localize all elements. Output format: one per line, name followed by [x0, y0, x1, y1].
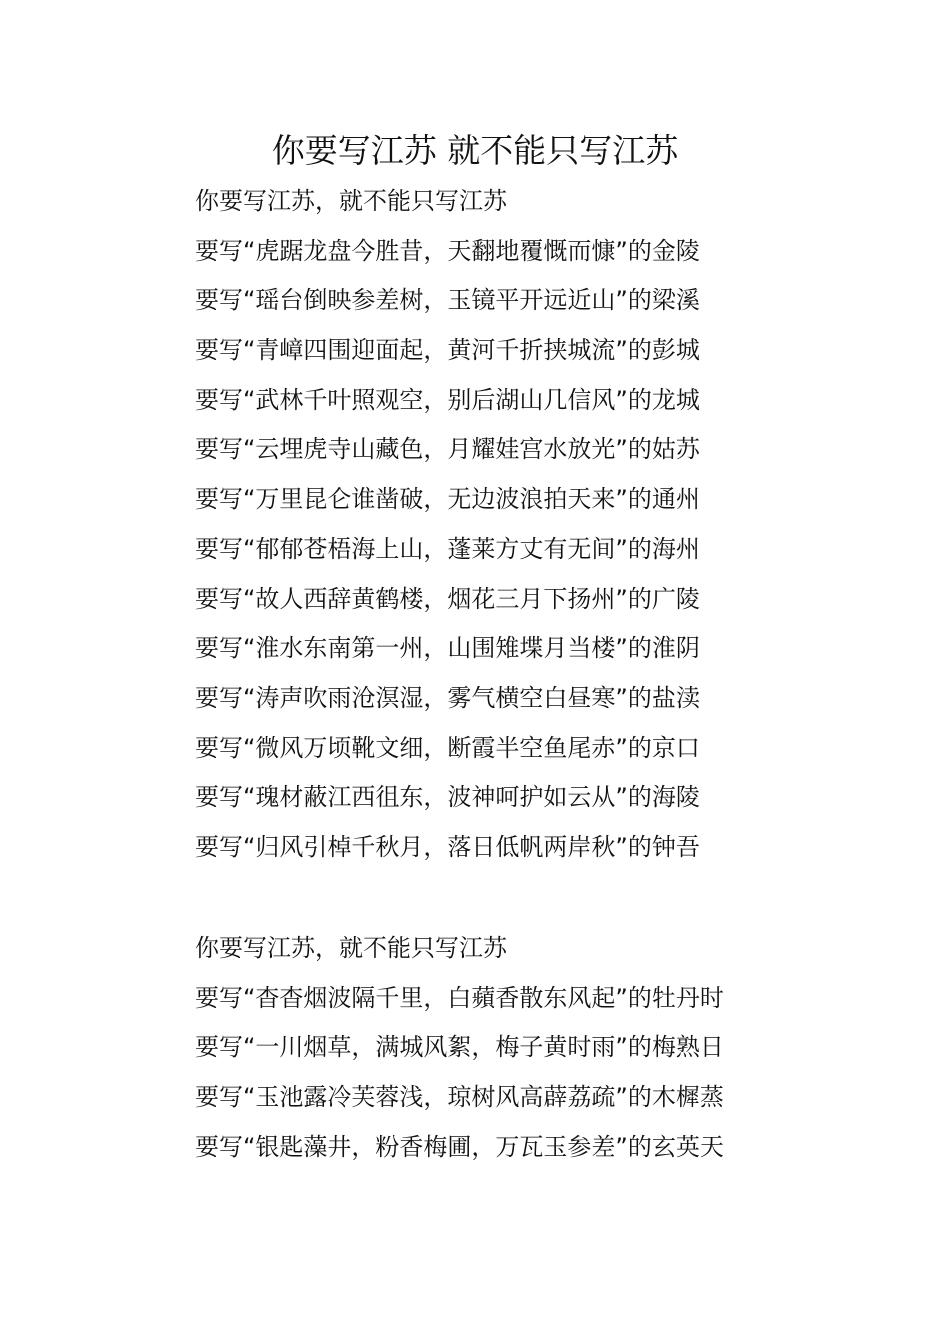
poem-line: 要写“银匙藻井，粉香梅圃，万瓦玉参差”的玄英天	[195, 1132, 724, 1161]
poem-line: 要写“武林千叶照观空，别后湖山几信风”的龙城	[195, 385, 700, 414]
poem-line: 要写“云埋虎寺山藏色，月耀娃宫水放光”的姑苏	[195, 435, 700, 464]
poem-line: 要写“杳杳烟波隔千里，白蘋香散东风起”的牡丹时	[195, 983, 724, 1012]
poem-line: 要写“瑶台倒映参差树，玉镜平开远近山”的梁溪	[195, 286, 700, 315]
section-heading: 你要写江苏，就不能只写江苏	[195, 934, 507, 962]
poem-line: 要写“郁郁苍梧海上山，蓬莱方丈有无间”的海州	[195, 534, 700, 563]
poem-line: 要写“玉池露冷芙蓉浅，琼树风高薜荔疏”的木樨蒸	[195, 1083, 724, 1112]
poem-line: 要写“万里昆仑谁凿破，无边波浪拍天来”的通州	[195, 485, 700, 514]
poem-line: 要写“虎踞龙盘今胜昔，天翻地覆慨而慷”的金陵	[195, 236, 700, 265]
poem-line: 要写“涛声吹雨沧溟湿，雾气横空白昼寒”的盐渎	[195, 683, 700, 712]
section-heading: 你要写江苏，就不能只写江苏	[195, 187, 507, 215]
poem-line: 要写“淮水东南第一州，山围雉堞月当楼”的淮阴	[195, 634, 700, 663]
page-title: 你要写江苏 就不能只写江苏	[271, 131, 679, 170]
poem-line: 要写“青嶂四围迎面起，黄河千折挟城流”的彭城	[195, 336, 700, 365]
poem-section-1	[195, 177, 835, 873]
poem-line: 要写“微风万顷靴文细，断霞半空鱼尾赤”的京口	[195, 733, 700, 762]
poem-line: 要写“一川烟草，满城风絮，梅子黄时雨”的梅熟日	[195, 1033, 724, 1062]
poem-line: 要写“归风引棹千秋月，落日低帆两岸秋”的钟吾	[195, 832, 700, 861]
poem-line: 要写“故人西辞黄鹤楼，烟花三月下扬州”的广陵	[195, 584, 700, 613]
poem-section-2	[195, 924, 835, 1172]
poem-line: 要写“瑰材蔽江西徂东，波神呵护如云从”的海陵	[195, 783, 700, 812]
